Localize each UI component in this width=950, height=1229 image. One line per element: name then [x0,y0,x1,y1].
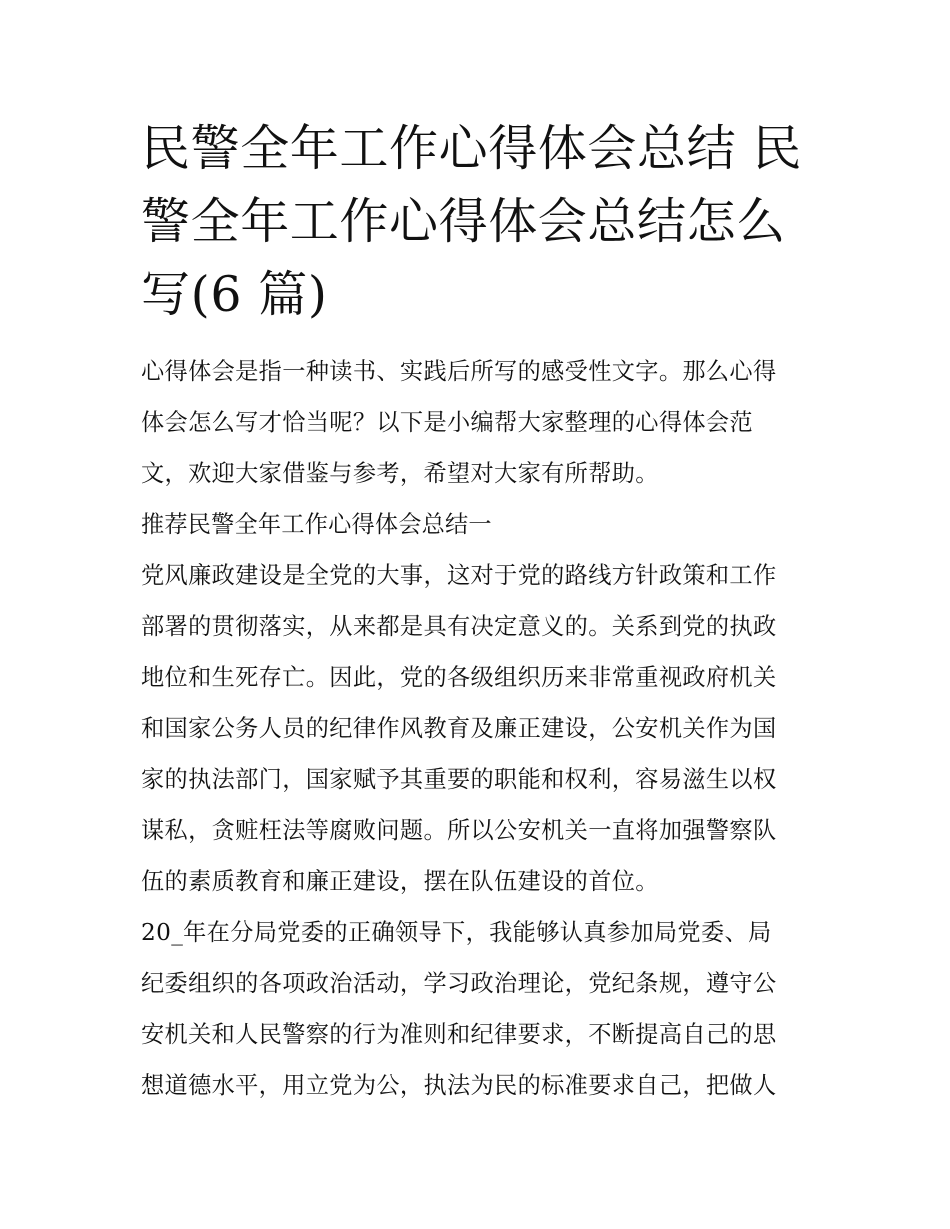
text-line: 心得体会是指一种读书、实践后所写的感受性文字。那么心得 [141,358,777,385]
text-line: 谋私，贪赃枉法等腐败问题。所以公安机关一直将加强警察队 [141,817,777,844]
body-paragraph [141,907,811,1111]
text-line: 伍的素质教育和廉正建设，摆在队伍建设的首位。 [141,868,659,895]
intro-paragraph [141,346,811,499]
text-line: 家的执法部门，国家赋予其重要的职能和权利，容易滋生以权 [141,766,777,793]
text-line: 和国家公务人员的纪律作风教育及廉正建设，公安机关作为国 [141,715,777,742]
text-line: 想道德水平，用立党为公，执法为民的标准要求自己，把做人 [141,1072,777,1099]
title-line: 写(6 篇) [141,266,328,323]
text-line: 纪委组织的各项政治活动，学习政治理论，党纪条规，遵守公 [141,970,777,997]
title-line: 警全年工作心得体会总结怎么 [141,193,786,250]
text-line: 地位和生死存亡。因此，党的各级组织历来非常重视政府机关 [141,664,777,691]
text-line: 体会怎么写才恰当呢？以下是小编帮大家整理的心得体会范 [141,409,753,436]
text-line: 安机关和人民警察的行为准则和纪律要求，不断提高自己的思 [141,1021,777,1048]
document-content [141,112,811,1111]
text-line: 文，欢迎大家借鉴与参考，希望对大家有所帮助。 [141,460,659,487]
section-heading [141,499,811,550]
body-paragraph [141,550,811,907]
text-line: 党风廉政建设是全党的大事，这对于党的路线方针政策和工作 [141,562,777,589]
document-body [141,346,811,1111]
text-line: 推荐民警全年工作心得体会总结一 [141,511,492,538]
text-line: 20_年在分局党委的正确领导下，我能够认真参加局党委、局 [141,919,772,946]
title-line: 民警全年工作心得体会总结 民 [141,120,802,177]
document-title [141,112,811,331]
text-line: 部署的贯彻落实，从来都是具有决定意义的。关系到党的执政 [141,613,777,640]
